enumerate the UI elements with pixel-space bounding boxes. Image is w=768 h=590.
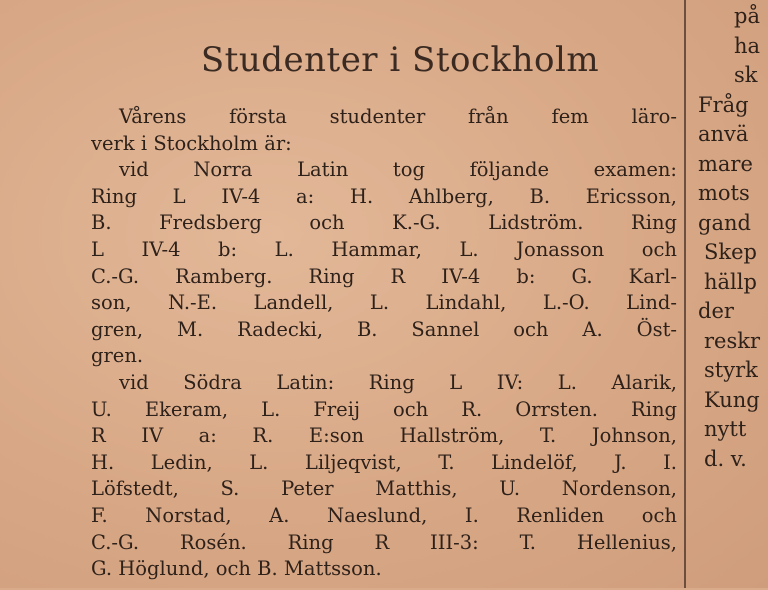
side-column-line: mare <box>698 151 753 176</box>
side-column-line: Fråg <box>698 92 749 117</box>
article-line: verk i Stockholm är: <box>91 131 292 155</box>
article-line: R IV a: R. E:son Hallström, T. Johnson, <box>91 424 677 448</box>
side-column-line: gand <box>698 210 751 235</box>
side-column-line: sk <box>734 63 758 87</box>
side-column-line: anvä <box>698 122 749 146</box>
article-line: B. Fredsberg och K.-G. Lidström. Ring <box>91 211 677 235</box>
side-column-line: nytt <box>704 417 747 441</box>
article-headline: Studenter i Stockholm <box>200 40 600 80</box>
article-line: vid Norra Latin tog följande examen: <box>119 158 677 182</box>
side-column-line: Kung <box>704 387 760 412</box>
article-line: Löfstedt, S. Peter Matthis, U. Nordenson, <box>91 477 677 501</box>
article-body <box>91 104 677 583</box>
article-line: C.-G. Ramberg. Ring R IV-4 b: G. Karl- <box>91 264 677 288</box>
article-line: L IV-4 b: L. Hammar, L. Jonasson och <box>91 237 677 261</box>
article-line: gren. <box>91 344 144 368</box>
side-column-line: på <box>734 4 760 28</box>
side-column-line: d. v. <box>704 446 747 471</box>
article-line: H. Ledin, L. Liljeqvist, T. Lindelöf, J. I. <box>91 450 677 474</box>
article-line: Vårens första studenter från fem läro- <box>119 105 677 128</box>
article-line: G. Höglund, och B. Mattsson. <box>91 557 382 581</box>
article-line: Ring L IV-4 a: H. Ahlberg, B. Ericsson, <box>91 184 677 208</box>
side-column-line: reskr <box>704 328 761 353</box>
article-line: vid Södra Latin: Ring L IV: L. Alarik, <box>119 370 677 394</box>
article-line: son, N.-E. Landell, L. Lindahl, L.-O. Lind- <box>91 291 677 315</box>
adjacent-column-fragment <box>698 0 768 590</box>
article-line: U. Ekeram, L. Freij och R. Orrsten. Ring <box>91 397 677 421</box>
side-column-line: der <box>698 299 734 323</box>
side-column-line: styrk <box>704 358 758 382</box>
article-line: F. Norstad, A. Naeslund, I. Renliden och <box>91 503 677 527</box>
article-line: C.-G. Rosén. Ring R III-3: T. Hellenius, <box>91 530 677 554</box>
article-line: gren, M. Radecki, B. Sannel och A. Öst- <box>91 317 677 341</box>
column-divider <box>684 0 686 588</box>
side-column-line: hällp <box>704 269 757 294</box>
side-column-line: ha <box>734 33 761 58</box>
side-column-line: Skep <box>704 240 757 264</box>
side-column-line: mots <box>698 181 750 205</box>
